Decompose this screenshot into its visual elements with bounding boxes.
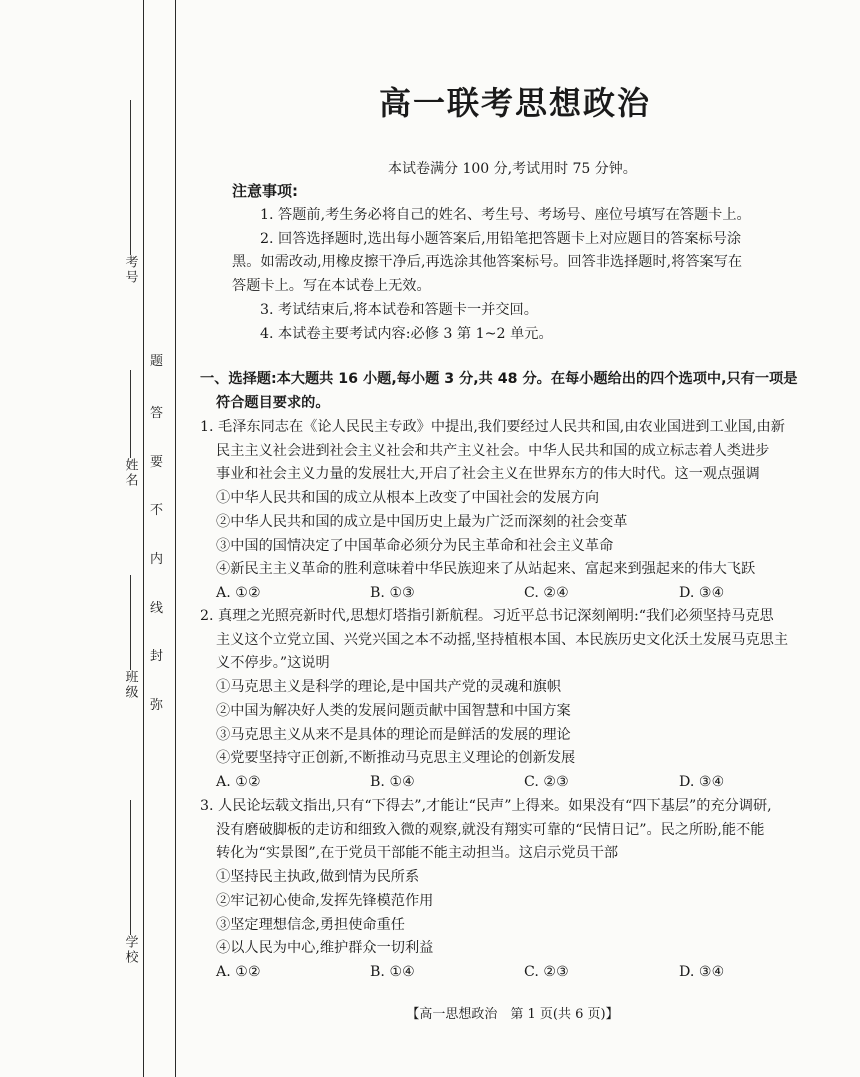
school-label: 学校	[122, 935, 138, 965]
question-stem: 转化为“实景图”,在于党员干部能不能主动担当。这启示党员干部	[216, 845, 619, 862]
section-heading-line: 一、选择题:本大题共 16 小题,每小题 3 分,共 48 分。在每小题给出的四个选项中,只有一项是	[200, 371, 798, 387]
binding-line-inner	[175, 0, 176, 1077]
class-label: 班级	[122, 670, 138, 700]
answer-choice[interactable]: C. ②③	[524, 773, 569, 790]
notice-item: 3. 考试结束后,将本试卷和答题卡一并交回。	[260, 301, 538, 318]
answer-choice[interactable]: B. ①④	[370, 773, 415, 790]
statement-option: ④党要坚持守正创新,不断推动马克思主义理论的创新发展	[216, 750, 576, 767]
statement-option: ②中华人民共和国的成立是中国历史上最为广泛而深刻的社会变革	[216, 513, 628, 530]
answer-choice[interactable]: A. ①②	[216, 963, 261, 980]
statement-option: ①中华人民共和国的成立从根本上改变了中国社会的发展方向	[216, 490, 600, 507]
seal-char: 封	[150, 649, 164, 664]
exam-number-label: 考号	[122, 255, 138, 285]
question-1	[200, 416, 840, 606]
seal-char: 线	[150, 601, 164, 616]
statement-option: ③马克思主义从来不是具体的理论而是鲜活的发展的理论	[216, 726, 571, 743]
seal-char: 弥	[150, 698, 164, 713]
answer-choices	[200, 771, 840, 795]
statement-option: ②牢记初心使命,发挥先锋模范作用	[216, 892, 434, 909]
answer-choice[interactable]: C. ②④	[524, 584, 569, 601]
answer-choice[interactable]: D. ③④	[679, 963, 725, 980]
section-heading	[200, 368, 840, 415]
statement-option: ③坚定理想信念,勇担使命重任	[216, 916, 405, 933]
notice-item: 答题卡上。写在本试卷上无效。	[232, 278, 431, 295]
notice-item: 1. 答题前,考生务必将自己的姓名、考生号、考场号、座位号填写在答题卡上。	[260, 207, 751, 223]
seal-char: 要	[150, 455, 164, 470]
question-2	[200, 605, 840, 795]
notice-item: 4. 本试卷主要考试内容:必修 3 第 1~2 单元。	[260, 325, 553, 342]
seal-char: 答	[150, 406, 164, 421]
name-blank[interactable]	[130, 370, 131, 458]
question-stem: 1. 毛泽东同志在《论人民民主专政》中提出,我们要经过人民共和国,由农业国进到工业国,由新	[200, 419, 785, 435]
name-label: 姓名	[122, 458, 138, 488]
answer-choice[interactable]: A. ①②	[216, 773, 261, 790]
question-stem: 事业和社会主义力量的发展壮大,开启了社会主义在世界东方的伟大时代。这一观点强调	[216, 466, 760, 483]
school-field[interactable]	[111, 800, 149, 965]
question-stem: 没有磨破脚板的走访和细致入微的观察,就没有翔实可靠的“民情日记”。民之所盼,能不能	[216, 821, 765, 838]
question-stem: 义不停步。”这说明	[216, 655, 330, 672]
statement-option: ②中国为解决好人类的发展问题贡献中国智慧和中国方案	[216, 702, 571, 719]
notice-list	[232, 204, 812, 346]
question-3	[200, 795, 840, 985]
statement-option: ①坚持民主执政,做到情为民所系	[216, 869, 420, 886]
answer-choice[interactable]: C. ②③	[524, 963, 569, 980]
statement-option: ①马克思主义是科学的理论,是中国共产党的灵魂和旗帜	[216, 679, 562, 696]
exam-info: 本试卷满分 100 分,考试用时 75 分钟。	[388, 161, 637, 177]
answer-choice[interactable]: B. ①④	[370, 963, 415, 980]
question-stem: 民主主义社会进到社会主义社会和共产主义社会。中华人民共和国的成立标志着人类进步	[216, 442, 770, 459]
school-blank[interactable]	[130, 800, 131, 935]
question-stem: 3. 人民论坛载文指出,只有“下得去”,才能让“民声”上得来。如果没有“四下基层”的充分调研,	[200, 798, 772, 814]
seal-char: 内	[150, 552, 164, 567]
page-number: 【高一思想政治 第 1 页(共 6 页)】	[406, 1007, 619, 1022]
class-blank[interactable]	[130, 575, 131, 670]
answer-choice[interactable]: A. ①②	[216, 584, 261, 601]
notice-item: 黑。如需改动,用橡皮擦干净后,再选涂其他答案标号。回答非选择题时,将答案写在	[232, 254, 743, 271]
page-footer	[0, 1003, 860, 1022]
seal-char: 题	[150, 354, 164, 369]
answer-choice[interactable]: D. ③④	[679, 584, 725, 601]
question-stem: 2. 真理之光照亮新时代,思想灯塔指引新航程。习近平总书记深刻阐明:“我们必须坚持马克思	[200, 608, 774, 624]
statement-option: ④新民主主义革命的胜利意味着中华民族迎来了从站起来、富起来到强起来的伟大飞跃	[216, 561, 756, 578]
exam-number-field[interactable]	[111, 100, 149, 285]
statement-option: ③中国的国情决定了中国革命必须分为民主革命和社会主义革命	[216, 537, 614, 554]
seal-char: 不	[150, 503, 164, 518]
answer-choices	[200, 582, 840, 606]
notice-item: 2. 回答选择题时,选出每小题答案后,用铅笔把答题卡上对应题目的答案标号涂	[260, 230, 742, 247]
statement-option: ④以人民为中心,维护群众一切利益	[216, 940, 434, 957]
answer-choice[interactable]: D. ③④	[679, 773, 725, 790]
name-field[interactable]	[111, 370, 149, 488]
class-field[interactable]	[111, 575, 149, 700]
answer-choices	[200, 961, 840, 985]
answer-choice[interactable]: B. ①③	[370, 584, 415, 601]
section-heading-line: 符合题目要求的。	[216, 394, 330, 411]
question-stem: 主义这个立党立国、兴党兴国之本不动摇,坚持植根本国、本民族历史文化沃土发展马克思主	[216, 631, 789, 648]
page-title: 高一联考思想政治	[378, 84, 651, 122]
notice-heading: 注意事项:	[232, 182, 298, 200]
